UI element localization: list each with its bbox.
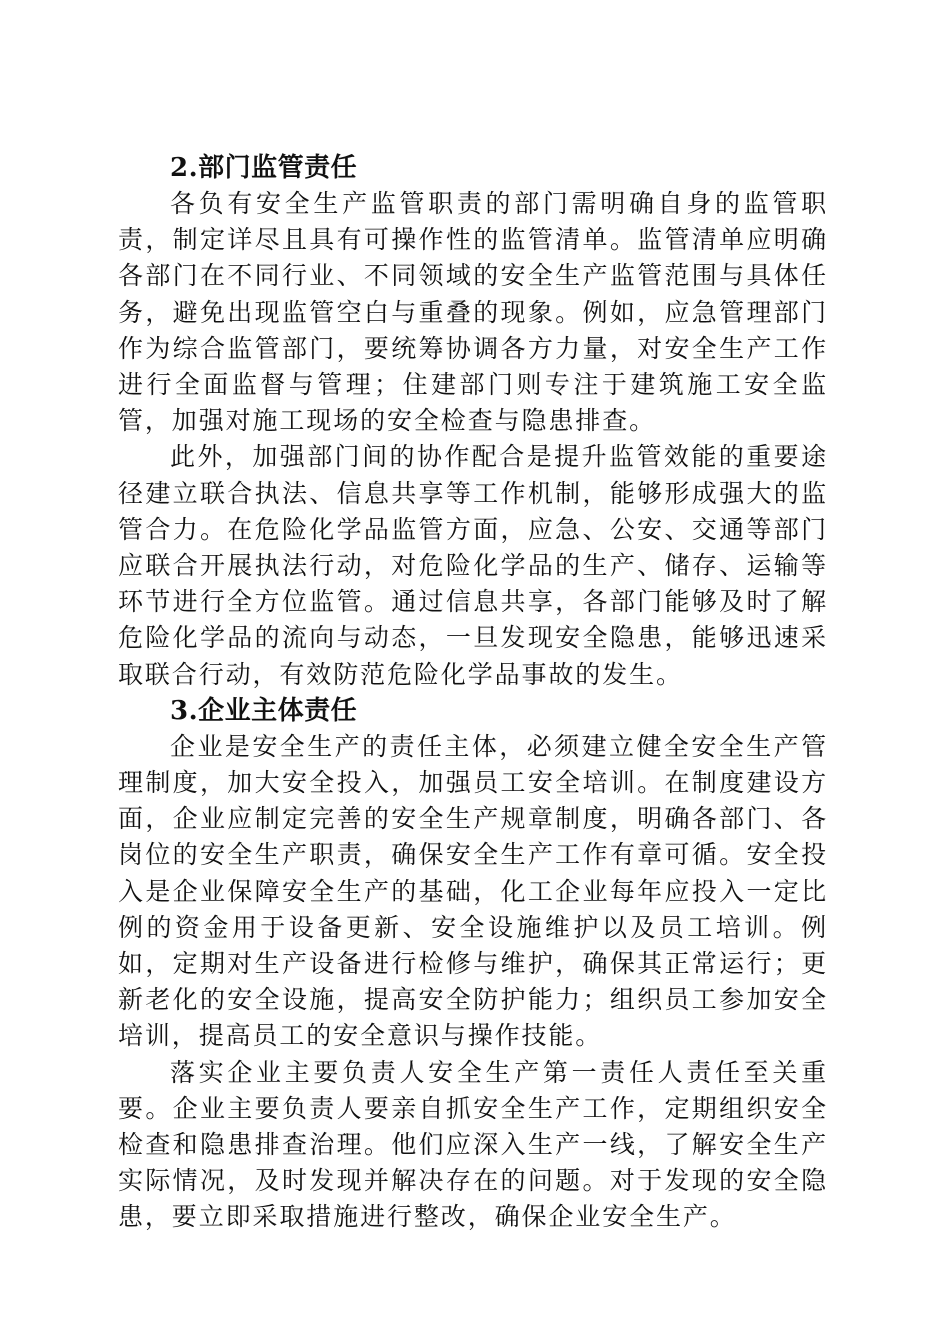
- section-heading-enterprise-responsibility: 3.企业主体责任: [170, 695, 358, 726]
- document-body: [118, 150, 828, 1236]
- section-heading-department-supervision: 2.部门监管责任: [170, 153, 358, 183]
- paragraph: 此外，加强部门间的协作配合是提升监管效能的重要途径建立联合执法、信息共享等工作机制，能够形成强大的监管合力。在危险化学品监管方面，应急、公安、交通等部门应联合开展执法行动，对危险化学品的生产、储存、运输等环节进行全方位监管。通过信息共享，各部门能够及时了解危险化学品的流向与动态，一旦发现安全隐患，能够迅速采取联合行动，有效防范危险化学品事故的发生。: [118, 442, 828, 689]
- paragraph: 各负有安全生产监管职责的部门需明确自身的监管职责，制定详尽且具有可操作性的监管清单。监管清单应明确各部门在不同行业、不同领域的安全生产监管范围与具体任务，避免出现监管空白与重叠的现象。例如，应急管理部门作为综合监管部门，要统筹协调各方力量，对安全生产工作进行全面监督与管理；住建部门则专注于建筑施工安全监管，加强对施工现场的安全检查与隐患排查。: [118, 189, 828, 436]
- paragraph: 企业是安全生产的责任主体，必须建立健全安全生产管理制度，加大安全投入，加强员工安全培训。在制度建设方面，企业应制定完善的安全生产规章制度，明确各部门、各岗位的安全生产职责，确保安全生产工作有章可循。安全投入是企业保障安全生产的基础，化工企业每年应投入一定比例的资金用于设备更新、安全设施维护以及员工培训。例如，定期对生产设备进行检修与维护，确保其正常运行；更新老化的安全设施，提高安全防护能力；组织员工参加安全培训，提高员工的安全意识与操作技能。: [118, 731, 828, 1051]
- paragraph: 落实企业主要负责人安全生产第一责任人责任至关重要。企业主要负责人要亲自抓安全生产工作，定期组织安全检查和隐患排查治理。他们应深入生产一线，了解安全生产实际情况，及时发现并解决存在的问题。对于发现的安全隐患，要立即采取措施进行整改，确保企业安全生产。: [118, 1057, 828, 1232]
